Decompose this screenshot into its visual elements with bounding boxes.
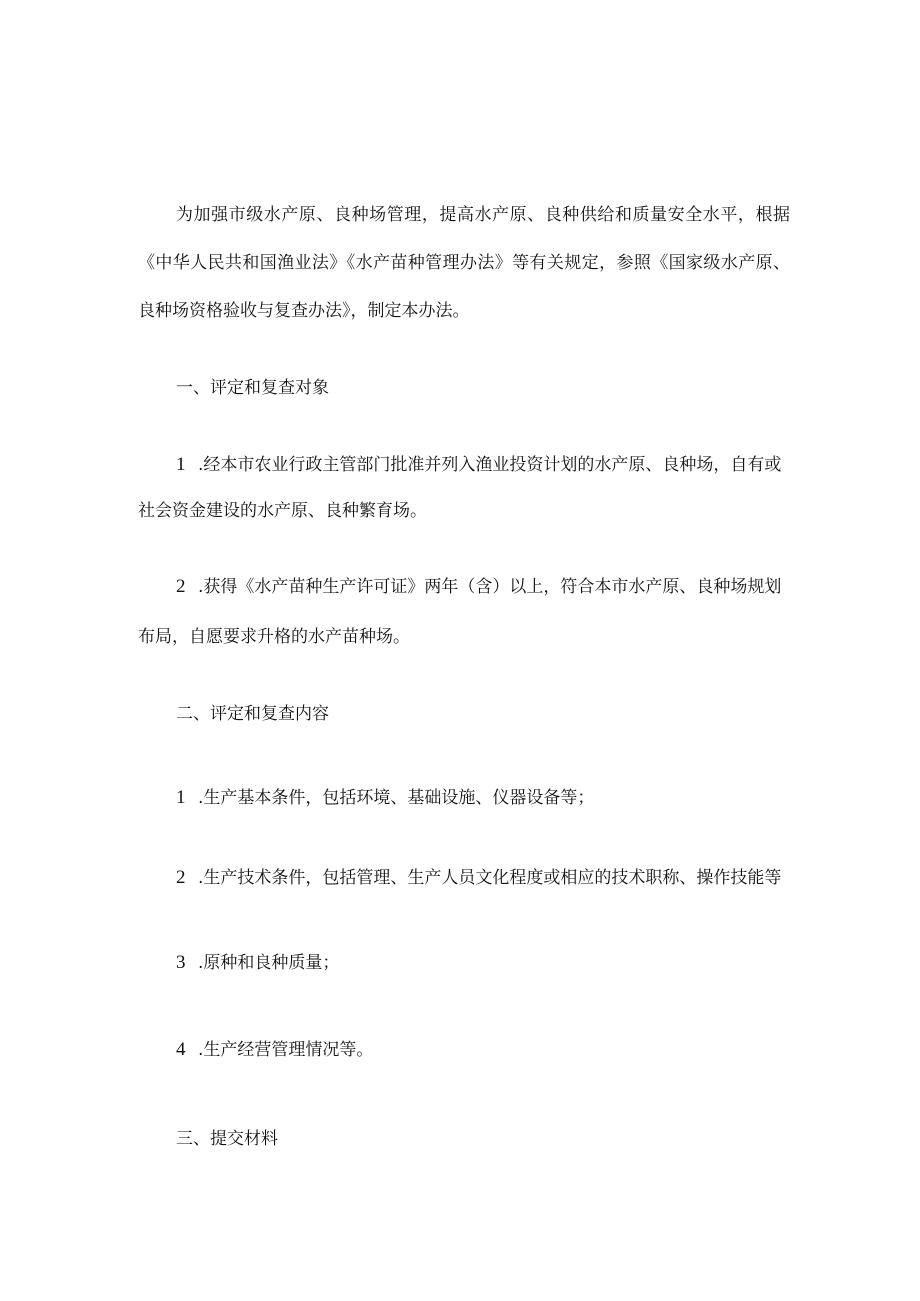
item-text: .原种和良种质量； (198, 953, 340, 973)
item-text: .生产基本条件，包括环境、基础设施、仪器设备等； (198, 788, 595, 808)
item-number: 2 (176, 576, 186, 597)
intro-line-3: 良种场资格验收与复查办法》，制定本办法。 (138, 301, 470, 321)
section-1-item-2-line-2: 布局，自愿要求升格的水产苗种场。 (138, 627, 410, 647)
section-3-heading: 三、提交材料 (176, 1129, 278, 1149)
section-2-item-2 (176, 867, 828, 889)
intro-line-2: 《中华人民共和国渔业法》《水产苗种管理办法》等有关规定，参照《国家级水产原、 (138, 253, 790, 273)
section-2-item-1 (176, 787, 828, 809)
item-number: 3 (176, 952, 186, 973)
item-number: 2 (176, 867, 186, 888)
section-2-item-3 (176, 952, 828, 974)
section-1-item-1-line-2: 社会资金建设的水产原、良种繁育场。 (138, 501, 427, 521)
item-number: 1 (176, 454, 186, 475)
item-number: 1 (176, 787, 186, 808)
item-text: .生产经营管理情况等。 (198, 1040, 374, 1060)
item-number: 4 (176, 1039, 186, 1060)
section-1-item-2-line-1 (176, 576, 790, 598)
section-2-item-4 (176, 1039, 828, 1061)
item-text: .生产技术条件，包括管理、生产人员文化程度或相应的技术职称、操作技能等 (198, 868, 782, 888)
intro-line-1: 为加强市级水产原、良种场管理，提高水产原、良种供给和质量安全水平，根据 (176, 205, 790, 225)
section-2-heading: 二、评定和复查内容 (176, 704, 329, 724)
item-text: .经本市农业行政主管部门批准并列入渔业投资计划的水产原、良种场，自有或 (198, 455, 782, 475)
item-text: .获得《水产苗种生产许可证》两年（含）以上，符合本市水产原、良种场规划 (198, 577, 782, 597)
section-1-heading: 一、评定和复查对象 (176, 378, 329, 398)
section-1-item-1-line-1 (176, 454, 790, 476)
